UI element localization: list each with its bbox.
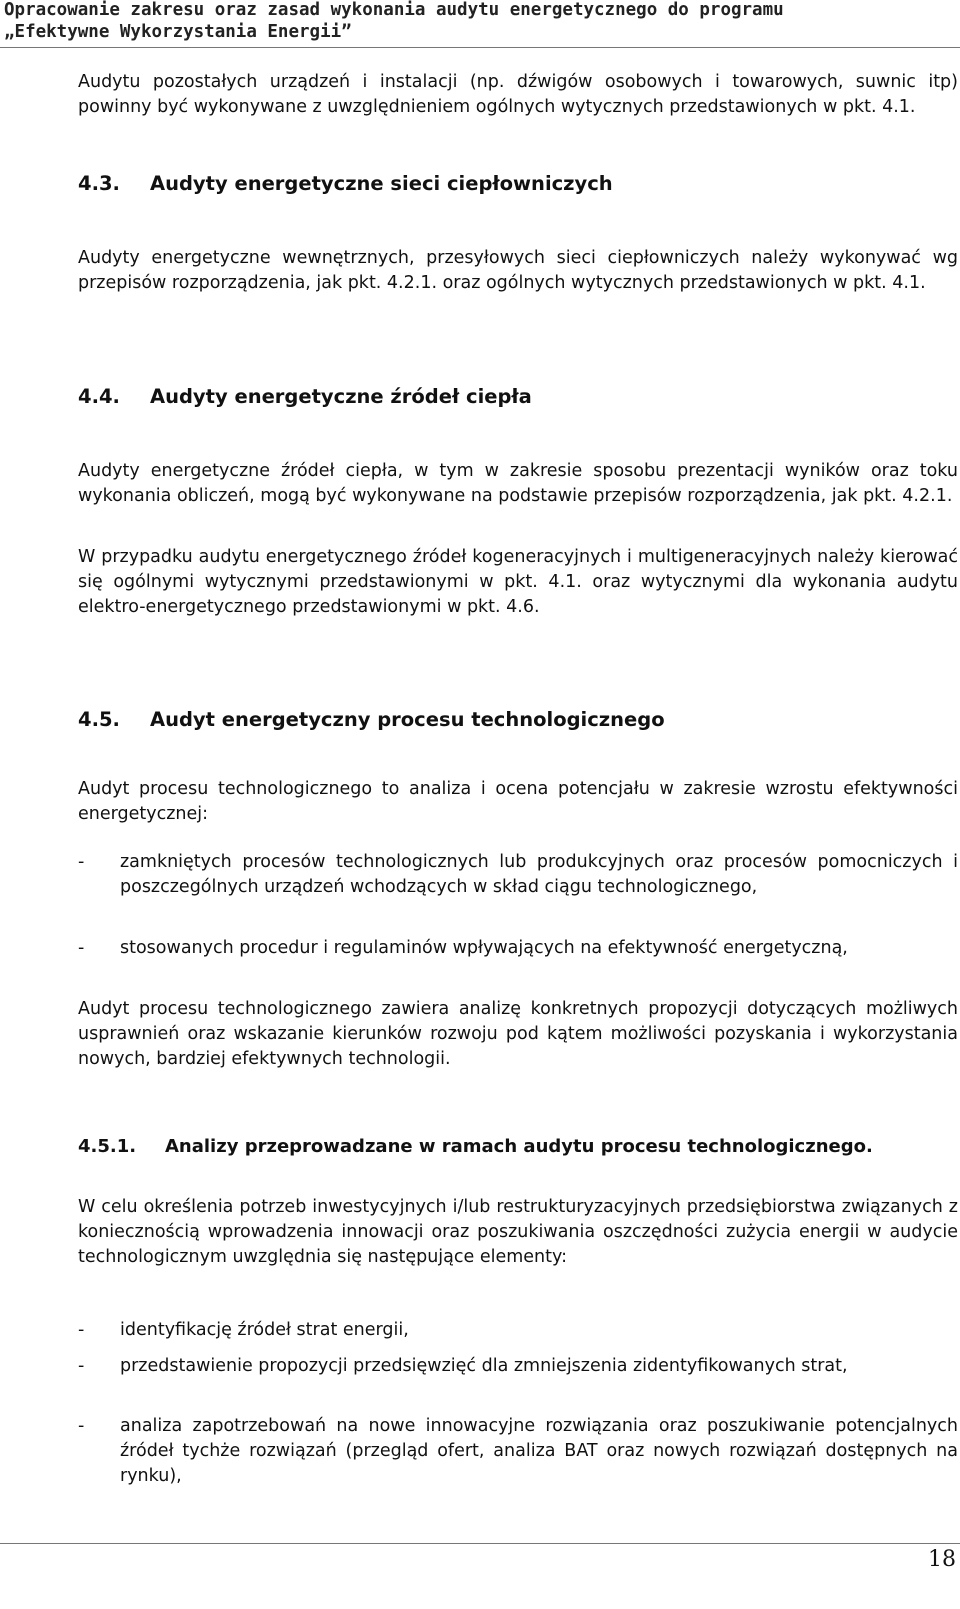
section-title: Audyty energetyczne źródeł ciepła — [150, 385, 532, 408]
section-title: Audyt energetyczny procesu technologicznego — [150, 708, 665, 731]
list-item-text: stosowanych procedur i regulaminów wpływających na efektywność energetyczną, — [120, 938, 848, 958]
list-item — [78, 850, 958, 900]
list-dash: - — [78, 852, 85, 872]
section-4-3-paragraph: Audyty energetyczne wewnętrznych, przesyłowych sieci ciepłowniczych należy wykonywać wg przepisów rozporządzenia, jak pkt. 4.2.1. oraz ogólnych wytycznych przedstawionych w pkt. 4.1. — [78, 248, 958, 293]
section-4-4-heading — [78, 384, 958, 410]
document-header — [0, 0, 960, 48]
section-title: Analizy przeprowadzane w ramach audytu procesu technologicznego. — [165, 1136, 873, 1157]
section-4-5-1-paragraph: W celu określenia potrzeb inwestycyjnych i/lub restrukturyzacyjnych przedsiębiorstwa związanych z koniecznością wprowadzenia innowacji oraz poszukiwania oszczędności zużycia energii w audycie technologicznym uwzględnia się następujące elementy: — [78, 1197, 958, 1267]
list-dash: - — [78, 1356, 85, 1376]
section-4-5-heading — [78, 707, 958, 733]
list-item — [78, 1354, 958, 1379]
intro-paragraph: Audytu pozostałych urządzeń i instalacji (np. dźwigów osobowych i towarowych, suwnic itp) powinny być wykonywane z uwzględnieniem ogólnych wytycznych przedstawionych w pkt. 4.1. — [78, 72, 958, 117]
list-item — [78, 936, 958, 961]
section-4-5-paragraph-1: Audyt procesu technologicznego to analiza i ocena potencjału w zakresie wzrostu efektywności energetycznej: — [78, 779, 958, 824]
section-number: 4.5. — [78, 708, 120, 731]
section-number: 4.3. — [78, 172, 120, 195]
header-title-line-2: „Efektywne Wykorzystania Energii” — [4, 22, 352, 42]
list-item-text: analiza zapotrzebowań na nowe innowacyjne rozwiązania oraz poszukiwanie potencjalnych źródeł tychże rozwiązań (przegląd ofert, analiza BAT oraz nowych rozwiązań dostępnych na rynku), — [120, 1416, 958, 1486]
list-dash: - — [78, 1320, 85, 1340]
section-4-4-paragraph-1: Audyty energetyczne źródeł ciepła, w tym w zakresie sposobu prezentacji wyników oraz toku wykonania obliczeń, mogą być wykonywane na podstawie przepisów rozporządzenia, jak pkt. 4.2.1. — [78, 461, 958, 506]
section-4-5-paragraph-2: Audyt procesu technologicznego zawiera analizę konkretnych propozycji dotyczących możliwych usprawnień oraz wskazanie kierunków rozwoju pod kątem możliwości pozyskania i wykorzystania nowych, bardziej efektywnych technologii. — [78, 999, 958, 1069]
page-number: 18 — [928, 1547, 956, 1572]
list-item — [78, 1414, 958, 1489]
list-item-text: zamkniętych procesów technologicznych lub produkcyjnych oraz procesów pomocniczych i poszczególnych urządzeń wchodzących w skład ciągu technologicznego, — [120, 852, 958, 897]
section-title: Audyty energetyczne sieci ciepłowniczych — [150, 172, 613, 195]
section-4-3-heading — [78, 171, 958, 197]
footer-rule — [0, 1543, 960, 1544]
list-item-text: identyfikację źródeł strat energii, — [120, 1320, 409, 1340]
section-4-5-1-heading — [78, 1135, 958, 1159]
section-4-4-paragraph-2: W przypadku audytu energetycznego źródeł kogeneracyjnych i multigeneracyjnych należy kierować się ogólnymi wytycznymi przedstawionymi w pkt. 4.1. oraz wytycznymi dla wykonania audytu elektro-energetycznego przedstawionymi w pkt. 4.6. — [78, 547, 958, 617]
list-dash: - — [78, 938, 85, 958]
header-title-line-1: Opracowanie zakresu oraz zasad wykonania audytu energetycznego do programu — [4, 0, 784, 20]
list-item-text: przedstawienie propozycji przedsięwzięć dla zmniejszenia zidentyfikowanych strat, — [120, 1356, 848, 1376]
list-dash: - — [78, 1416, 85, 1436]
section-number: 4.4. — [78, 385, 120, 408]
section-number: 4.5.1. — [78, 1136, 137, 1157]
list-item — [78, 1318, 958, 1343]
